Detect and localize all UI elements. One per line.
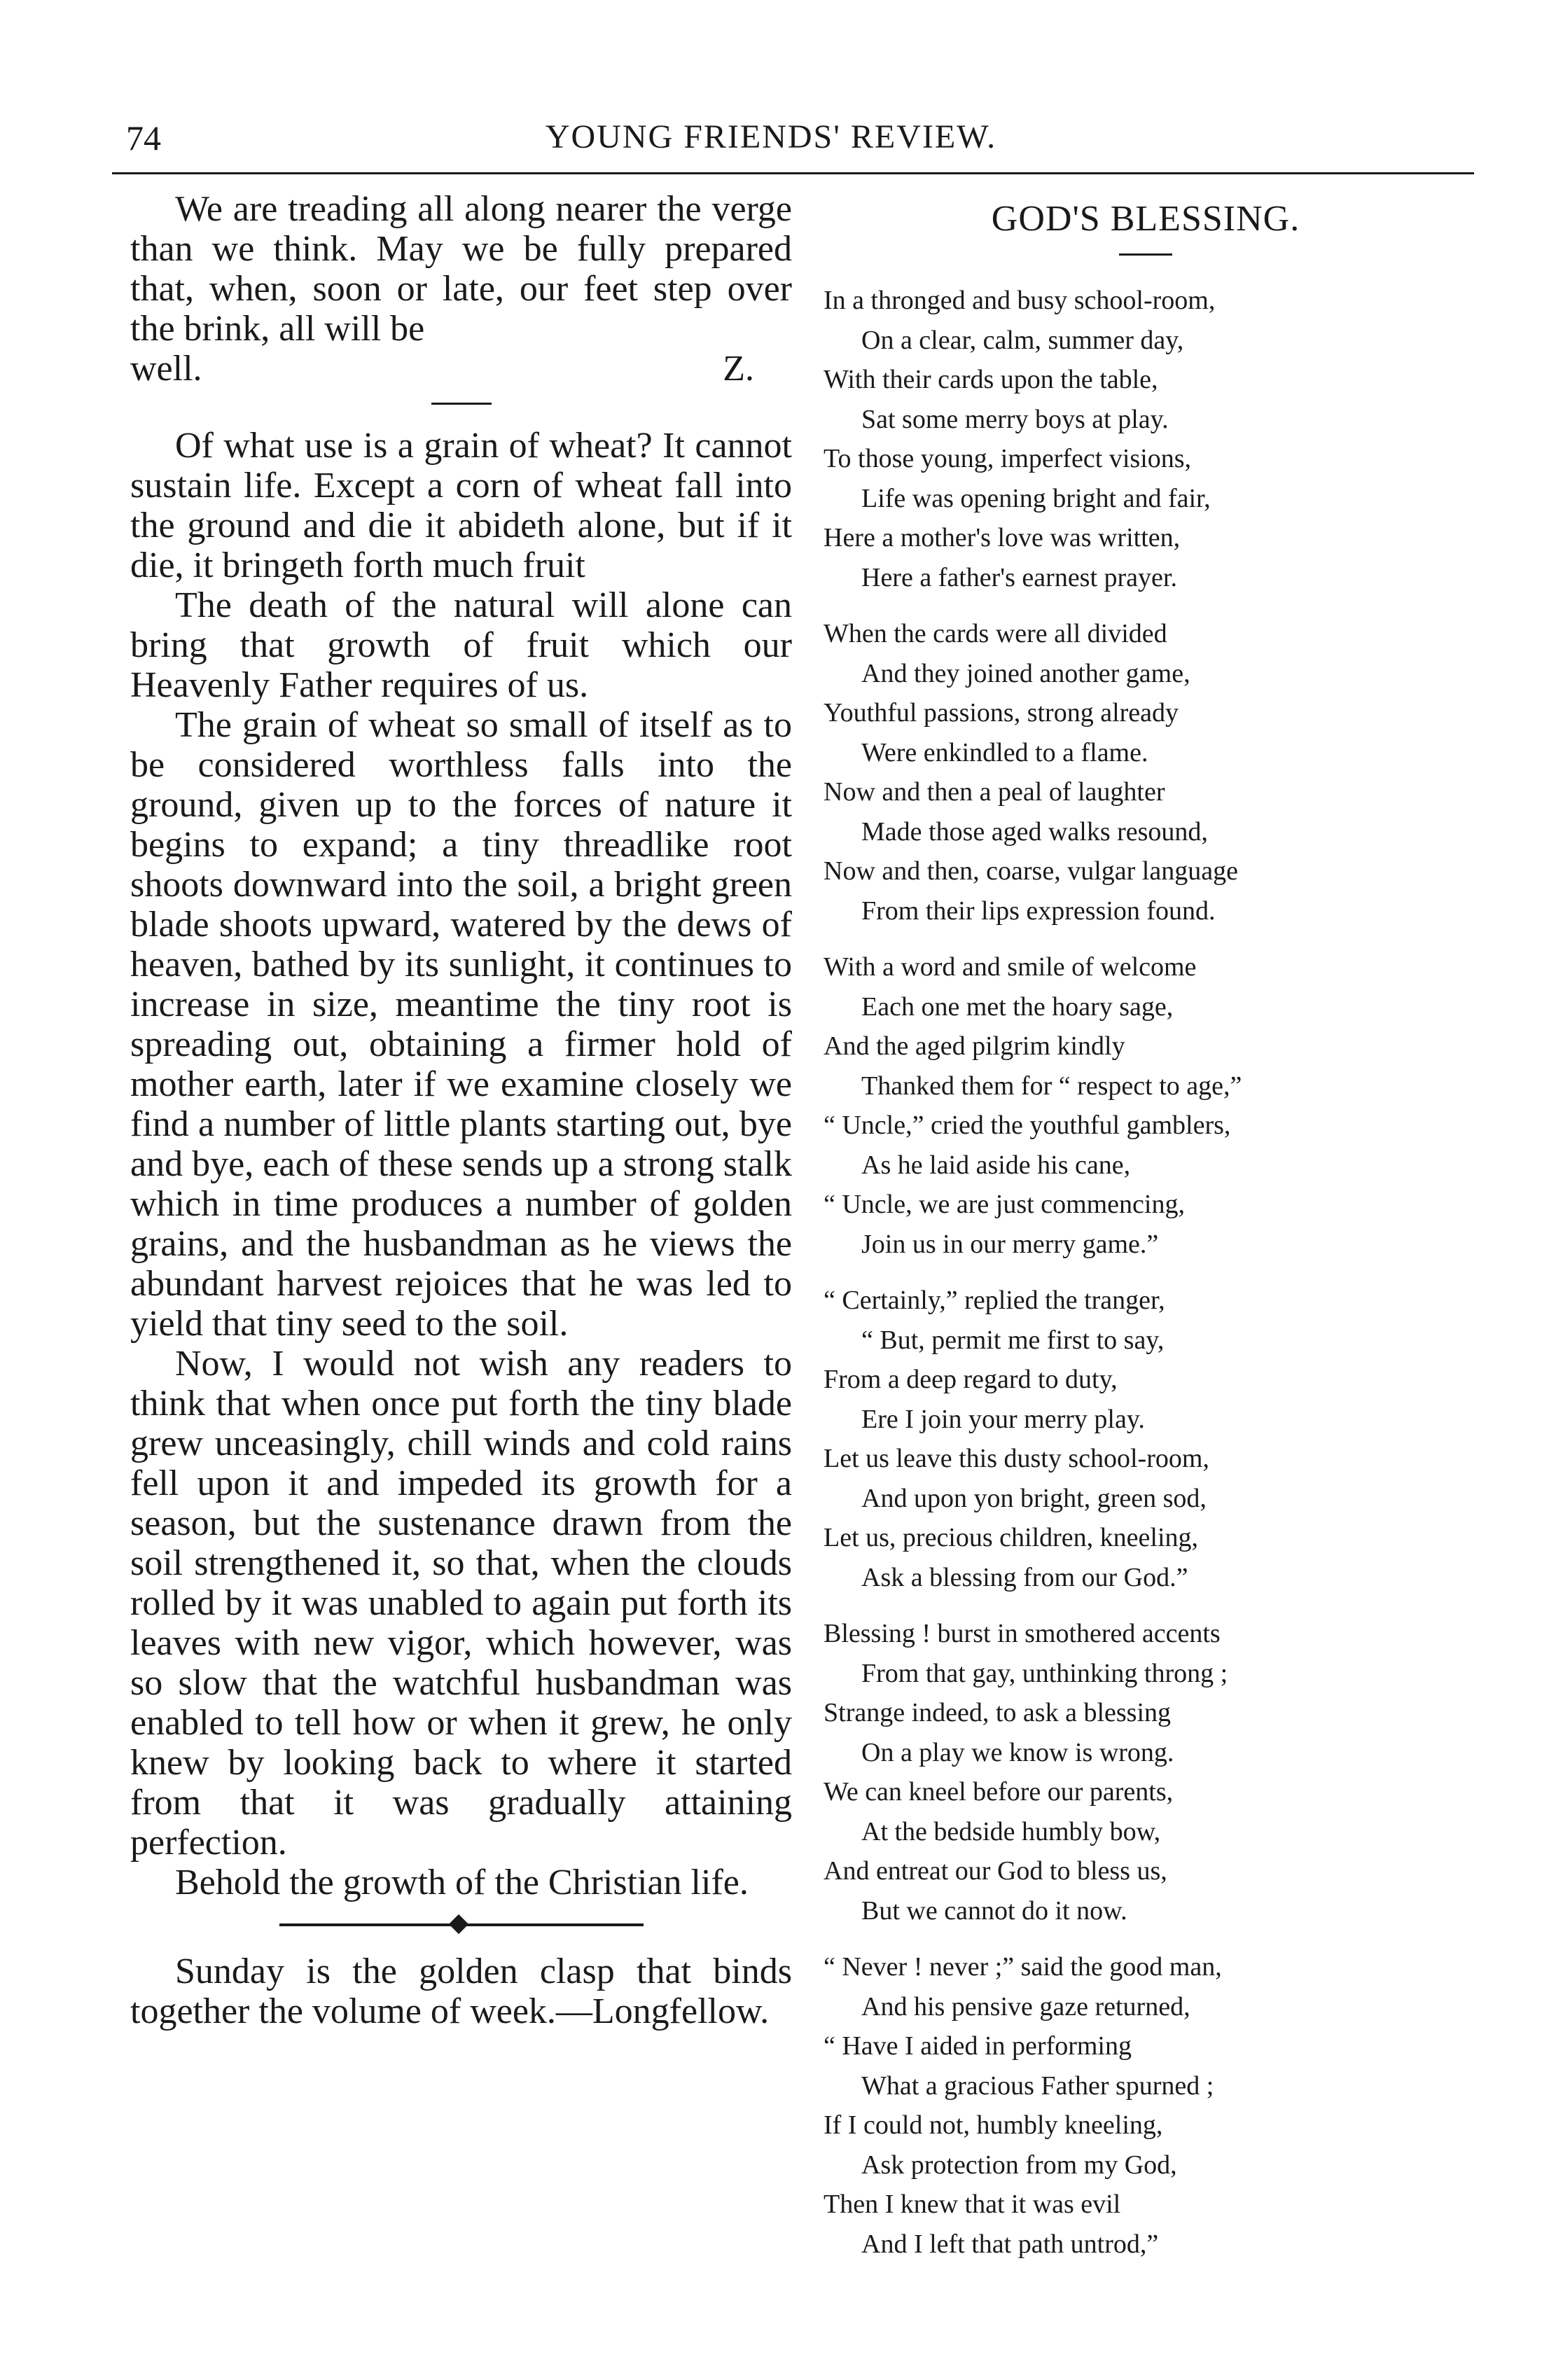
left-column	[130, 189, 792, 2031]
section-divider	[431, 403, 492, 405]
poem-line: If I could not, humbly kneeling,	[824, 2110, 1163, 2140]
page-number: 74	[126, 118, 161, 158]
poem-line: And upon yon bright, green sod,	[861, 1483, 1207, 1513]
poem-line: On a play we know is wrong.	[861, 1737, 1174, 1767]
title-divider	[1119, 253, 1172, 256]
poem-line: Let us leave this dusty school-room,	[824, 1444, 1209, 1473]
poem-line: Sat some merry boys at play.	[861, 404, 1169, 434]
poem-line: Thanked them for “ respect to age,”	[861, 1071, 1242, 1101]
poem-line: On a clear, calm, summer day,	[861, 325, 1184, 355]
poem-line: “ Uncle,” cried the youthful gamblers,	[824, 1111, 1231, 1140]
right-column	[824, 196, 1468, 2281]
poem-line: Were enkindled to a flame.	[861, 737, 1148, 767]
opening-last-line: well.	[130, 349, 202, 389]
poem-line: And entreat our God to bless us,	[824, 1856, 1167, 1886]
poem-line: Now and then, coarse, vulgar language	[824, 856, 1238, 886]
opening-paragraph: We are treading all along nearer the verge than we think. May we be fully prepared that, when, soon or late, our feet step over the brink, all will be	[130, 189, 792, 349]
header-rule	[112, 172, 1474, 174]
poem-line: From a deep regard to duty,	[824, 1365, 1118, 1394]
longfellow-quote: Sunday is the golden clasp that binds together the volume of week.—Longfellow.	[130, 1951, 792, 2031]
poem-line: From their lips expression found.	[861, 896, 1216, 926]
poem-line: Youthful passions, strong already	[824, 698, 1179, 728]
poem-line: Let us, precious children, kneeling,	[824, 1523, 1199, 1552]
poem-line: We can kneel before our parents,	[824, 1777, 1174, 1807]
poem-line: With their cards upon the table,	[824, 365, 1158, 394]
poem-line: With a word and smile of welcome	[824, 952, 1197, 982]
poem-line: “ Uncle, we are just commencing,	[824, 1190, 1185, 1219]
essay-paragraph-4: Now, I would not wish any readers to think that when once put forth the tiny blade grew unceasingly, chill winds and cold rains fell upon it and impeded its growth for a season, but the sustenance drawn from the soil strengthened it, so that, when the clouds rolled by it was unabled to again put forth its leaves with new vigor, which however, was so slow that the watchful husbandman was enabled to tell how or when it grew, he only knew by looking back to where it started from that it was gradually attaining perfection.	[130, 1344, 792, 1863]
poem-line: To those young, imperfect visions,	[824, 444, 1192, 473]
essay-paragraph-1: Of what use is a grain of wheat? It cannot sustain life. Except a corn of wheat fall into the ground and die it abideth alone, but if it die, it bringeth forth much fruit	[130, 426, 792, 585]
poem-line: “ Certainly,” replied the tranger,	[824, 1286, 1165, 1315]
poem-stanza	[824, 1281, 1468, 1597]
poem-line: Life was opening bright and fair,	[861, 483, 1211, 513]
poem-line: In a thronged and busy school-room,	[824, 286, 1216, 315]
poem-line: When the cards were all divided	[824, 619, 1167, 648]
poem-line: Each one met the hoary sage,	[861, 991, 1174, 1022]
poem-line: And they joined another game,	[861, 658, 1190, 688]
poem-line: And I left that path untrod,”	[861, 2229, 1159, 2259]
poem-title: GOD'S BLESSING.	[991, 199, 1300, 239]
poem-stanza	[824, 281, 1468, 597]
poem-stanza	[824, 1614, 1468, 1930]
poem-line: Here a mother's love was written,	[824, 523, 1181, 552]
poem-line: As he laid aside his cane,	[861, 1150, 1131, 1180]
poem-line: Made those aged walks resound,	[861, 816, 1208, 847]
poem-line: “ But, permit me first to say,	[861, 1325, 1165, 1355]
poem-stanza	[824, 947, 1468, 1264]
poem-line: Join us in our merry game.”	[861, 1229, 1159, 1259]
opening-signature-line	[130, 349, 792, 389]
poem-line: “ Have I aided in performing	[824, 2031, 1132, 2061]
essay-paragraph-5: Behold the growth of the Christian life.	[175, 1863, 749, 1902]
poem-line: And his pensive gaze returned,	[861, 1991, 1190, 2021]
poem-line: “ Never ! never ;” said the good man,	[824, 1952, 1222, 1982]
poem-line: Ere I join your merry play.	[861, 1404, 1145, 1434]
poem-stanza	[824, 1947, 1468, 2264]
poem-line: And the aged pilgrim kindly	[824, 1031, 1125, 1061]
poem-line: From that gay, unthinking throng ;	[861, 1658, 1228, 1688]
poem-line: What a gracious Father spurned ;	[861, 2071, 1214, 2101]
poem-body	[824, 281, 1468, 2264]
poem-line: At the bedside humbly bow,	[861, 1816, 1161, 1846]
essay-paragraph-3: The grain of wheat so small of itself as to be considered worthless falls into the ground, given up to the forces of nature it begins to expand; a tiny threadlike root shoots downward into the soil, a bright green blade shoots upward, watered by the dews of heaven, bathed by its sunlight, it continues to increase in size, meantime the tiny root is spreading out, obtaining a firmer hold of mother earth, later if we examine closely we find a number of little plants starting out, bye and bye, each of these sends up a strong stalk which in time produces a number of golden grains, and the husbandman as he views the abundant harvest rejoices that he was led to yield that tiny seed to the soil.	[130, 705, 792, 1344]
author-signature: Z.	[723, 349, 754, 389]
poem-line: But we cannot do it now.	[861, 1895, 1127, 1926]
poem-line: Now and then a peal of laughter	[824, 777, 1165, 807]
poem-line: Ask protection from my God,	[861, 2150, 1177, 2180]
poem-line: Ask a blessing from our God.”	[861, 1562, 1188, 1592]
poem-line: Here a father's earnest prayer.	[861, 562, 1177, 592]
essay-paragraph-2: The death of the natural will alone can bring that growth of fruit which our Heavenly Father requires of us.	[130, 585, 792, 705]
poem-stanza	[824, 614, 1468, 931]
ornament-diamond-icon	[448, 1914, 468, 1934]
ornament-divider	[279, 1923, 644, 1926]
poem-line: Strange indeed, to ask a blessing	[824, 1698, 1172, 1727]
poem-line: Blessing ! burst in smothered accents	[824, 1619, 1221, 1648]
journal-title: YOUNG FRIENDS' REVIEW.	[545, 118, 997, 155]
poem-line: Then I knew that it was evil	[824, 2190, 1121, 2219]
